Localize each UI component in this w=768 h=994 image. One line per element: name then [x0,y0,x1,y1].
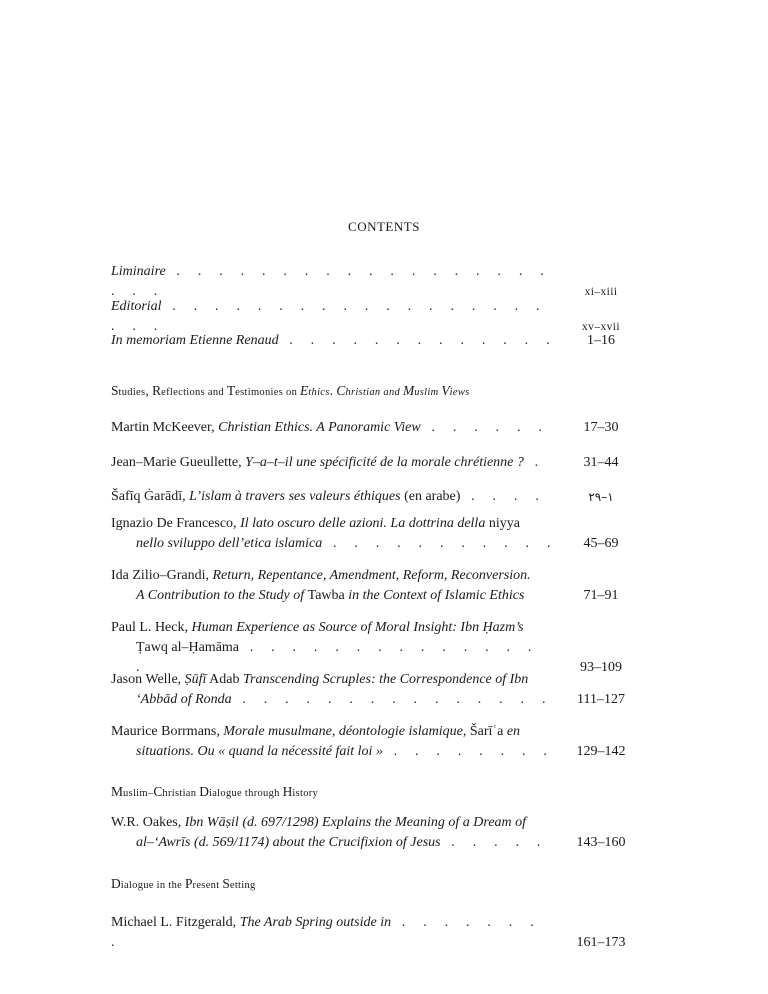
entry-title-part: en [506,724,521,739]
entry-author: Jason Welle, [111,672,185,687]
entry-pages: 17–30 [583,420,619,435]
entry-author: Paul L. Heck, [111,620,192,635]
entry-author: Šafīq Ġarādī, [111,489,190,504]
entry-title-part: nello sviluppo dell’etica islamica [136,536,323,551]
leader-dots: . . . . . . . . [111,915,541,950]
entry-title: Editorial [111,299,162,314]
toc-entry-heck[interactable] [111,618,643,678]
leader-dots: . . . . . . . . . . . . . . . . . . . . . [111,264,551,299]
section-heading-present: Dialogue in the Present Setting [111,876,256,891]
entry-title: Y–a–t–il une spécificité de la morale chrétienne ? [245,455,524,470]
entry-pages: 129–142 [576,744,626,759]
entry-pages: 71–91 [583,588,619,603]
entry-title-part: Il lato oscuro delle azioni. La dottrina della [240,516,489,531]
entry-pages: 143–160 [576,835,626,850]
entry-title-part: Transcending Scruples: the Correspondence of Ibn [243,672,529,687]
entry-note: (en arabe) [400,489,461,504]
entry-title: Christian Ethics. A Panoramic View [218,420,421,435]
entry-title-part: ‘Abbād of Ronda [136,692,232,707]
entry-title-part: Human Experience as Source of Moral Insight: Ibn Ḥazm’s [191,620,524,635]
leader-dots: . [523,455,546,470]
entry-author: Maurice Borrmans, [111,724,224,739]
entry-term: Adab [206,672,244,687]
leader-dots: . . . . . . . . . . . . . . . [136,640,539,675]
leader-dots: . . . . . . . . [382,744,555,759]
entry-pages: 111–127 [577,692,625,707]
entry-author: Jean–Marie Gueullette, [111,455,246,470]
entry-term: niyya [488,516,520,531]
leader-dots: . . . . . . . . . . . [322,536,558,551]
section-heading-history: Muslim–Christian Dialogue through History [111,784,319,799]
entry-author: Ignazio De Francesco, [111,516,241,531]
toc-entry-borrmans[interactable] [111,722,643,762]
entry-title-part: in the Context of Islamic Ethics [344,588,525,603]
leader-dots: . . . . . . [420,420,550,435]
entry-term: Ṭawq al–Ḥamāma [136,640,240,655]
entry-author: W.R. Oakes, [111,815,185,830]
entry-title: L’islam à travers ses valeurs éthiques [189,489,401,504]
entry-title-part: Ṣūfī [184,672,207,687]
entry-title-part: A Contribution to the Study of [136,588,308,603]
entry-pages: 161–173 [576,935,626,950]
leader-dots: . . . . . . . . . . . . . . . . . . . . . [111,299,547,334]
entry-term: , Šarīʿa [462,724,507,739]
entry-term: Tawba [307,588,345,603]
entry-pages: ١–٢٩ [588,490,614,504]
entry-pages: 45–69 [583,536,619,551]
entry-pages: xi–xiii [584,286,618,298]
toc-entry-gueullette[interactable] [111,453,643,473]
entry-title-part: al–‘Awrīs (d. 569/1174) about the Crucifixion of Jesus [136,835,441,850]
entry-pages: 93–109 [580,660,622,675]
entry-author: Martin McKeever, [111,420,219,435]
toc-entry-fitzgerald[interactable] [111,913,643,953]
entry-title-part: Morale musulmane, déontologie islamique [223,724,463,739]
toc-entry-welle[interactable] [111,670,643,710]
leader-dots: . . . . . . . . . . . . . [278,333,557,348]
entry-title: Liminaire [111,264,166,279]
toc-entry-de-francesco[interactable] [111,514,643,554]
toc-entry-oakes[interactable] [111,813,643,853]
leader-dots: . . . . [460,489,547,504]
entry-pages: xv–xvii [582,321,620,333]
toc-entry-zilio-grandi[interactable] [111,566,643,606]
entry-pages: 31–44 [583,455,619,470]
entry-title-part: situations. Ou « quand la nécessité fait loi » [136,744,383,759]
leader-dots: . . . . . [440,835,548,850]
entry-author: Michael L. Fitzgerald, [111,915,240,930]
entry-title: The Arab Spring outside in [239,915,392,930]
entry-title: In memoriam Etienne Renaud [111,333,279,348]
toc-entry-liminaire[interactable] [111,262,643,302]
page-title: CONTENTS [348,219,420,234]
leader-dots: . . . . . . . . . . . . . . . [231,692,553,707]
entry-author: Ida Zilio–Grandi, [111,568,213,583]
toc-entry-garadi[interactable] [111,487,643,507]
section-heading-studies: Studies, Reflections and Testimonies on Ethics. Christian and Muslim Views [111,383,470,398]
toc-entry-in-memoriam[interactable] [111,331,643,351]
entry-title-part: Ibn Wāṣil (d. 697/1298) Explains the Meaning of a Dream of [184,815,527,830]
entry-pages: 1–16 [587,333,615,348]
toc-entry-mckeever[interactable] [111,418,643,438]
entry-title-part: Return, Repentance, Amendment, Reform, Reconversion. [212,568,531,583]
